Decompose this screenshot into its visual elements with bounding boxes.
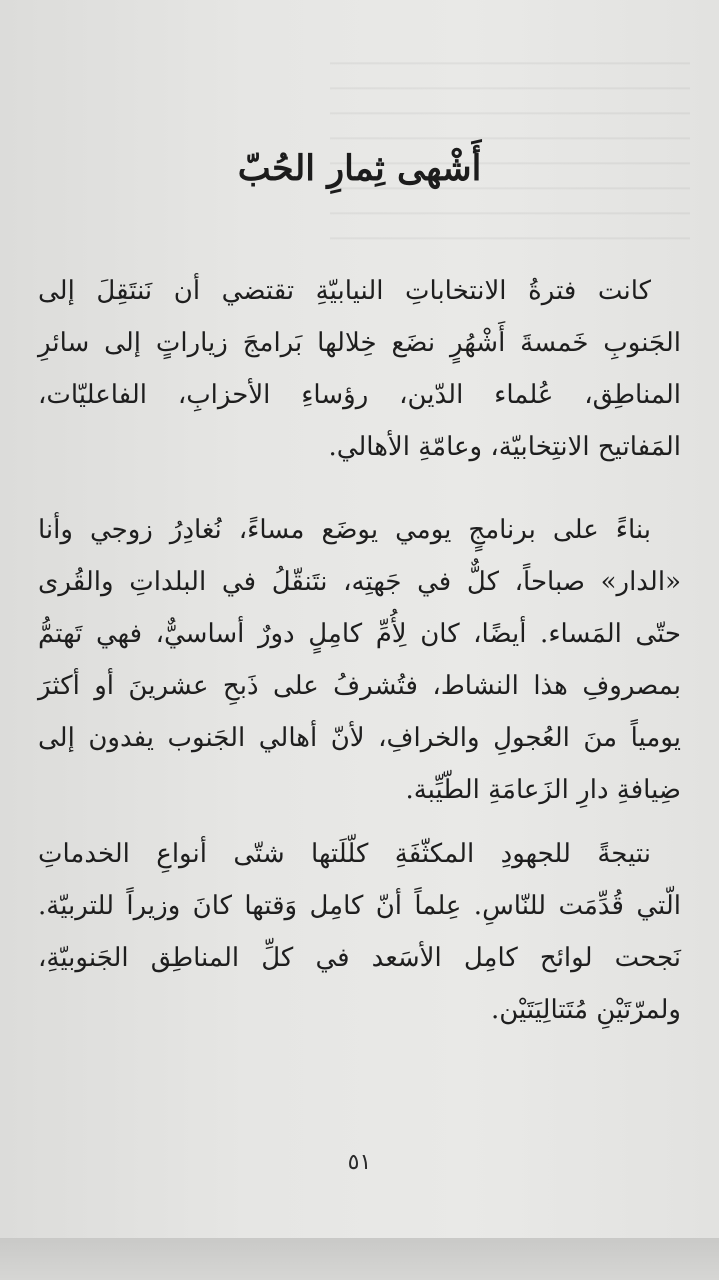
chapter-title: أَشْهى ثِمارِ الحُبّ — [237, 148, 482, 189]
text-line: ولمرّتَيْنِ مُتَتالِيَتَيْن. — [490, 995, 681, 1025]
text-line: المَفاتيح الانتِخابيّة، وعامّةِ الأهالي. — [328, 432, 681, 462]
text-line: نتيجةً للجهودِ المكثّفَةِ كلّلَتها شتّى أنواعِ الخدماتِ — [38, 839, 651, 869]
show-through-texture — [330, 40, 690, 240]
text-line: «الدار» صباحاً، كلٌّ في جَهتِه، نتَنقّلُ في البلداتِ والقُرى — [38, 567, 681, 597]
text-line: كانت فترةُ الانتخاباتِ النيابيّةِ تقتضي أن نَنتَقِلَ إلى — [38, 276, 651, 306]
page-shadow-edge — [0, 1238, 719, 1280]
paragraph-3 — [38, 828, 681, 1036]
text-line: نَجحت لوائح كامِل الأسَعد في كلِّ المناطِق الجَنوبيّةِ، — [38, 943, 681, 973]
text-line: حتّى المَساء. أيضًا، كان لِأُمِّ كامِلٍ دورٌ أساسيٌّ، فهي تَهتمُّ — [38, 619, 681, 649]
text-line: يومياً منَ العُجولِ والخرافِ، لأنّ أهالي الجَنوب يفدون إلى — [38, 723, 681, 753]
text-line: المناطِق، عُلماء الدّين، رؤساءِ الأحزابِ، الفاعليّات، — [38, 380, 681, 410]
page-number: ٥١ — [347, 1150, 372, 1175]
paragraph-1 — [38, 265, 681, 473]
text-line: ضِيافةِ دارِ الزَعامَةِ الطّيِّبة. — [405, 775, 681, 805]
text-line: بمصروفِ هذا النشاط، فتُشرفُ على ذَبحِ عشرينَ أو أكثرَ — [38, 671, 681, 701]
paragraph-2 — [38, 504, 681, 816]
text-line: الجَنوبِ خَمسةَ أَشْهُرٍ نضَع خِلالها بَرامجَ زياراتٍ إلى سائرِ — [38, 328, 681, 358]
text-line: بناءً على برنامجٍ يومي يوضَع مساءً، نُغادِرُ زوجي وأنا — [38, 515, 651, 545]
text-line: الّتي قُدِّمَت للنّاسِ. عِلماً أنّ كامِل وَقتها كانَ وزيراً للتربيّة. — [38, 891, 681, 921]
